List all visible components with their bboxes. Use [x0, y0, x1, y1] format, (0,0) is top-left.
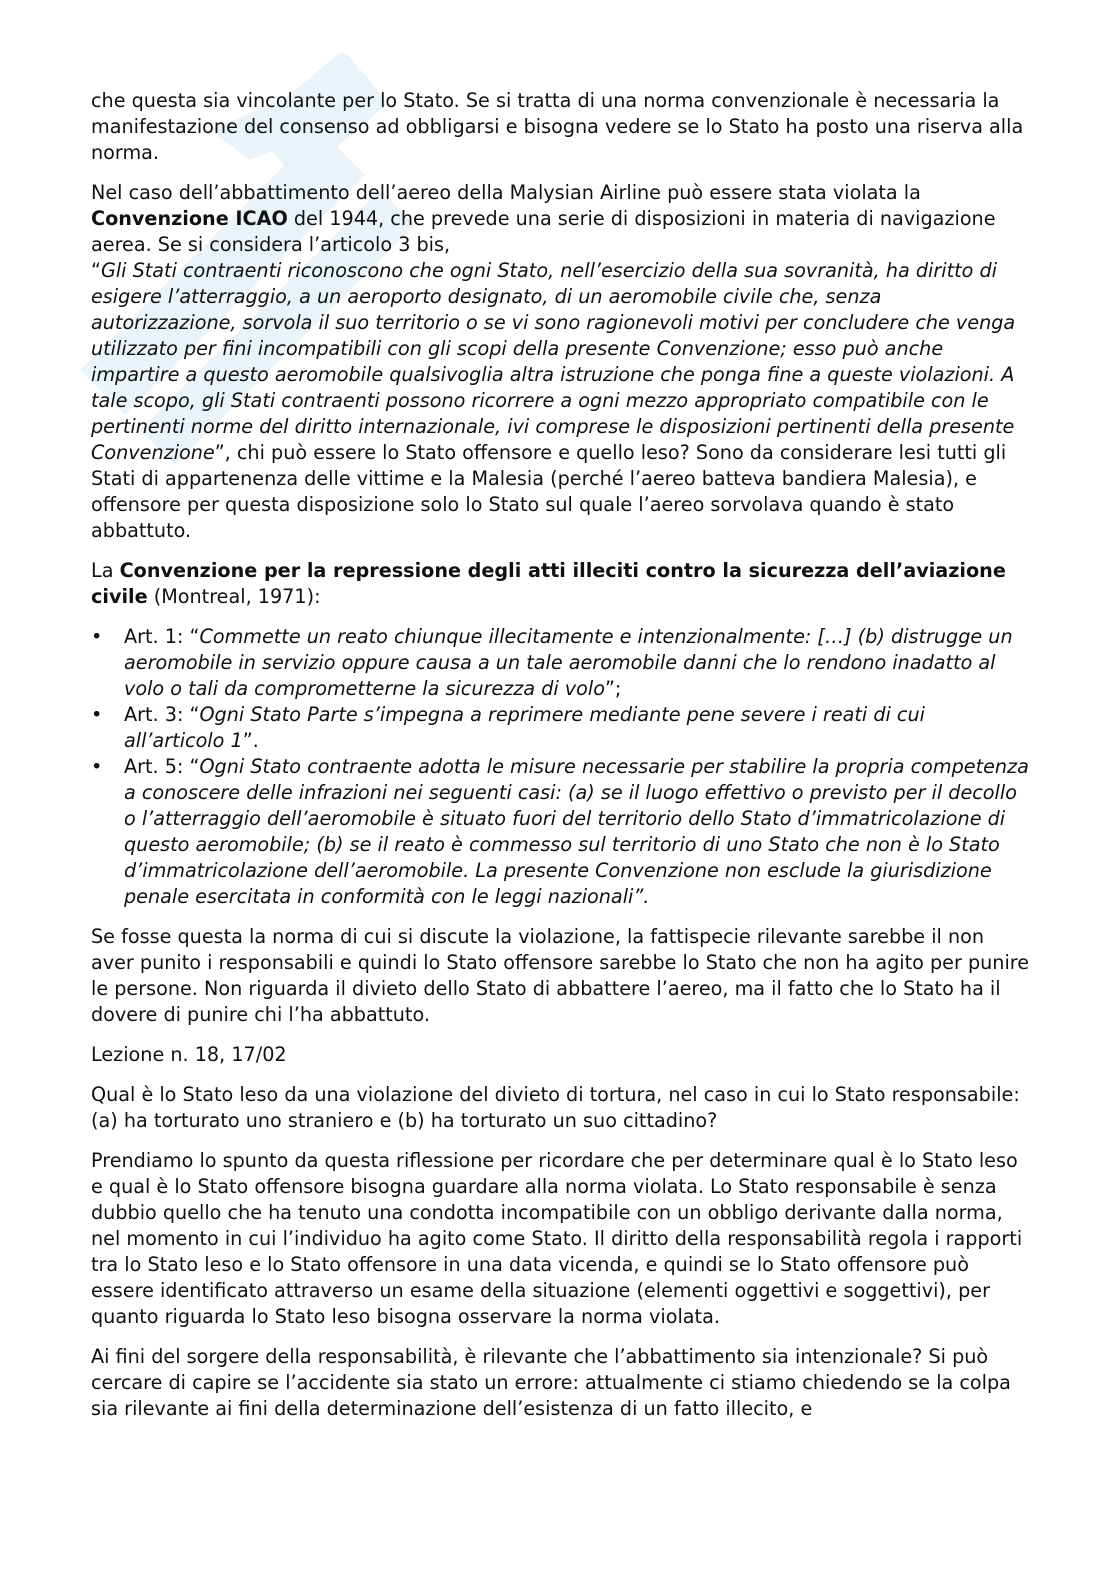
text: La	[91, 559, 120, 582]
article-label: Art. 5: “	[124, 755, 200, 778]
quoted-article-3bis: Gli Stati contraenti riconoscono che ogni Stato, nell’esercizio della sua sovranità, ha diritto di esigere l’atterraggio, a un aeroporto designato, di un aeromobile civile che, senza autorizzazione, sorvola il suo territorio o se vi sono ragionevoli motivi per concludere che venga utilizzato per fini incompatibili con gli scopi della presente Convenzione; esso può anche impartire a questo aeromobile qualsivoglia altra istruzione che ponga fine a queste violazioni. A tale scopo, gli Stati contraenti possono ricorrere a ogni mezzo appropriato compatibile con le pertinenti norme del diritto internazionale, ivi comprese le disposizioni pertinenti della presente Convenzione	[91, 259, 1016, 464]
articles-list	[91, 624, 1031, 910]
list-item	[91, 624, 1031, 702]
list-item	[91, 702, 1031, 754]
list-item	[91, 754, 1031, 910]
bold-term-montreal: Convenzione per la repressione degli atti illeciti contro la sicurezza dell’aviazione civile	[91, 559, 1006, 608]
paragraph-4: Se fosse questa la norma di cui si discute la violazione, la fattispecie rilevante sarebbe il non aver punito i responsabili e quindi lo Stato offensore sarebbe lo Stato che non ha agito per punire le persone. Non riguarda il divieto dello Stato di abbattere l’aereo, ma il fatto che lo Stato ha il dovere di punire chi l’ha abbattuto.	[91, 925, 1030, 1026]
article-label: Art. 3: “	[124, 703, 200, 726]
paragraph-7: Ai fini del sorgere della responsabilità, è rilevante che l’abbattimento sia intenzionale? Si può cercare di capire se l’accidente sia stato un errore: attualmente ci stiamo chiedendo se la colpa sia rilevante ai fini della determinazione dell’esistenza di un fatto illecito, e	[91, 1345, 1011, 1420]
paragraph-icao	[91, 180, 1031, 544]
article-label: Art. 1: “	[124, 625, 200, 648]
bold-term-icao: Convenzione ICAO	[91, 207, 288, 230]
text: ”, chi può essere lo Stato offensore e quello leso? Sono da considerare lesi tutti gli Stati di appartenenza delle vittime e la Malesia (perché l’aereo batteva bandiera Malesia), e offensore per questa disposizione solo lo Stato sul quale l’aereo sorvolava quando è stato abbattuto.	[91, 441, 1007, 542]
article-text: Ogni Stato contraente adotta le misure necessarie per stabilire la propria competenza a conoscere delle infrazioni nei seguenti casi: (a) se il luogo effettivo o previsto per il decollo o l’atterraggio dell’aeromobile è situato fuori del territorio dello Stato d’immatricolazione di questo aeromobile; (b) se il reato è commesso sul territorio di uno Stato che non è lo Stato d’immatricolazione dell’aeromobile. La presente Convenzione non esclude la giurisdizione penale esercitata in conformità con le leggi nazionali”.	[124, 755, 1029, 908]
text: (Montreal, 1971):	[147, 585, 321, 608]
text: ”;	[604, 677, 622, 700]
paragraph-montreal	[91, 558, 1031, 610]
paragraph-5: Qual è lo Stato leso da una violazione del divieto di tortura, nel caso in cui lo Stato responsabile: (a) ha torturato uno straniero e (b) ha torturato un suo cittadino?	[91, 1083, 1020, 1132]
lesson-heading: Lezione n. 18, 17/02	[91, 1043, 287, 1066]
article-text: Ogni Stato Parte s’impegna a reprimere mediante pene severe i reati di cui all’articolo 1	[124, 703, 925, 752]
bullet-icon: •	[91, 625, 103, 648]
text: del 1944, che prevede una serie di disposizioni in materia di navigazione aerea. Se si considera l’articolo 3 bis,	[91, 207, 996, 256]
text: ”.	[242, 729, 259, 752]
text: Nel caso dell’abbattimento dell’aereo della Malysian Airline può essere stata violata la	[91, 181, 921, 204]
open-quote: “	[91, 259, 101, 282]
document-page	[91, 88, 1031, 1436]
bullet-icon: •	[91, 703, 103, 726]
article-text: Commette un reato chiunque illecitamente e intenzionalmente: […] (b) distrugge un aeromobile in servizio oppure causa a un tale aeromobile danni che lo rendono inadatto al volo o tali da comprometterne la sicurezza di volo	[124, 625, 1013, 700]
bullet-icon: •	[91, 755, 103, 778]
paragraph-1: che questa sia vincolante per lo Stato. Se si tratta di una norma convenzionale è necessaria la manifestazione del consenso ad obbligarsi e bisogna vedere se lo Stato ha posto una riserva alla norma.	[91, 89, 1024, 164]
paragraph-6: Prendiamo lo spunto da questa riflessione per ricordare che per determinare qual è lo Stato leso e qual è lo Stato offensore bisogna guardare alla norma violata. Lo Stato responsabile è senza dubbio quello che ha tenuto una condotta incompatibile con un obbligo derivante dalla norma, nel momento in cui l’individuo ha agito come Stato. Il diritto della responsabilità regola i rapporti tra lo Stato leso e lo Stato offensore in una data vicenda, e quindi se lo Stato offensore può essere identificato attraverso un esame della situazione (elementi oggettivi e soggettivi), per quanto riguarda lo Stato leso bisogna osservare la norma violata.	[91, 1149, 1023, 1328]
